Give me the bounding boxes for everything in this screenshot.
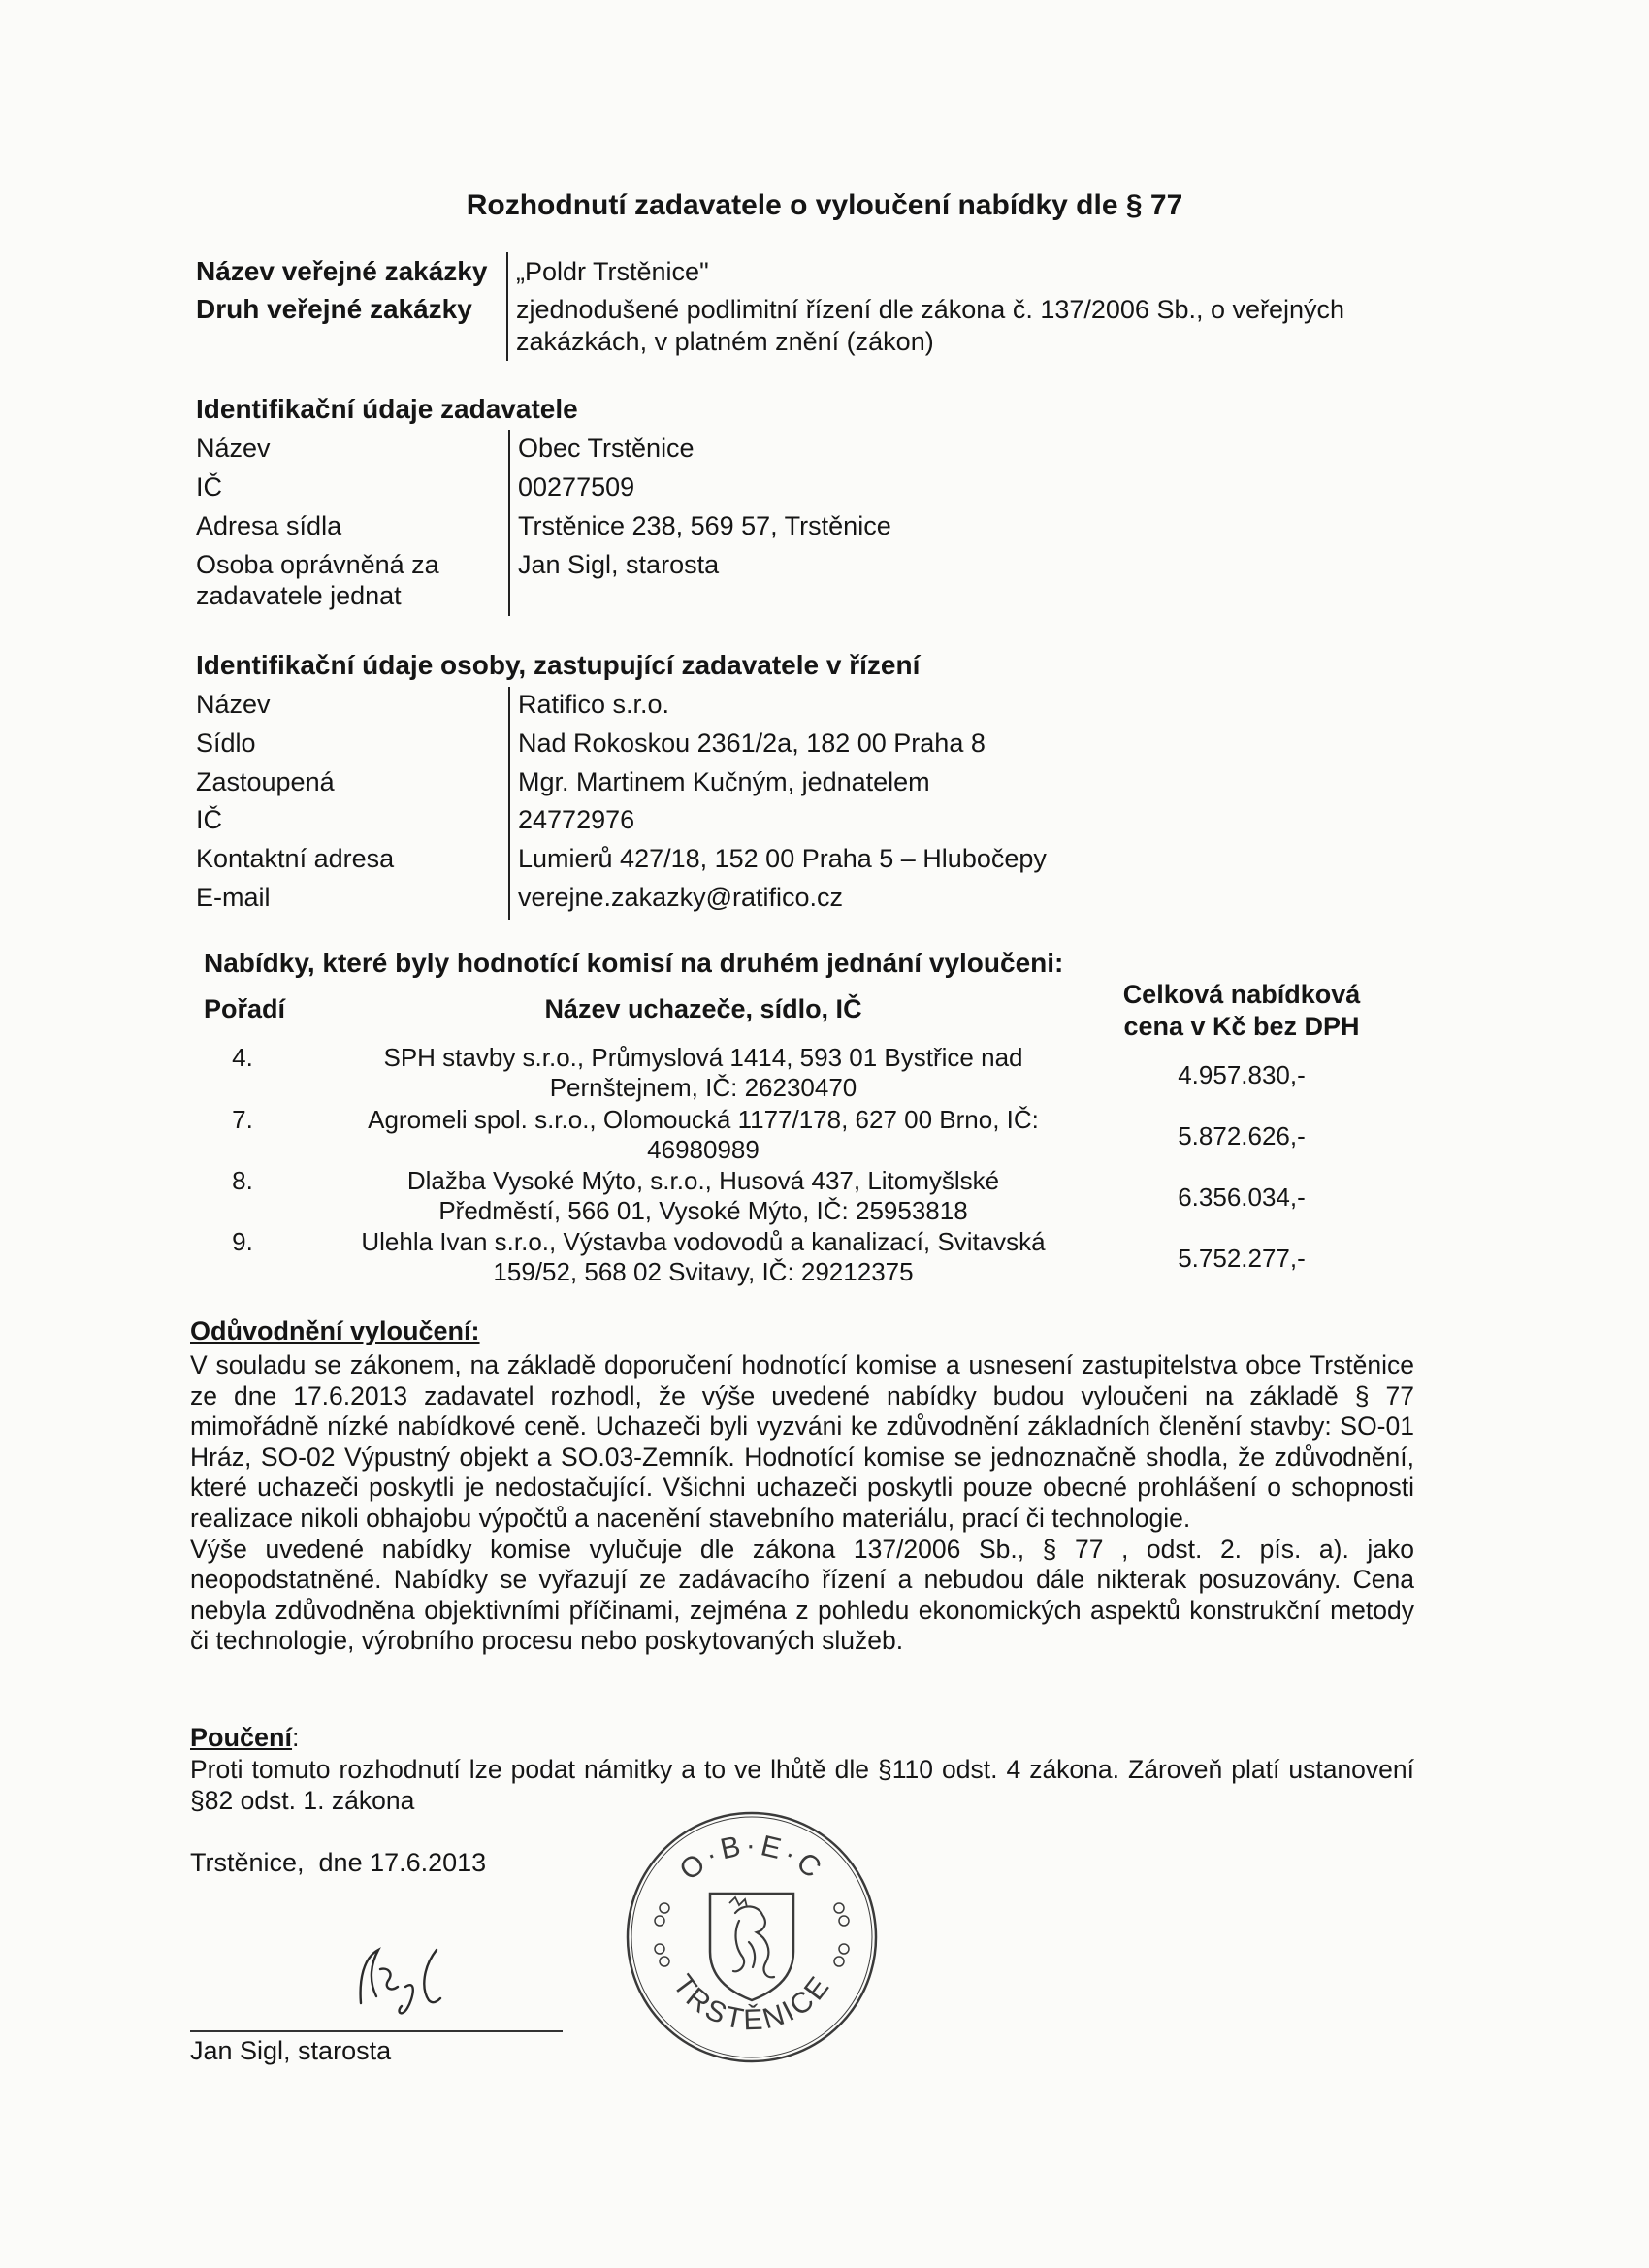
section-heading-representative: Identifikační údaje osoby, zastupující zadavatele v řízení bbox=[196, 650, 921, 680]
column-header-bidder: Název uchazeče, sídlo, IČ bbox=[544, 994, 862, 1023]
instruction-heading: Poučení bbox=[190, 1723, 293, 1752]
divider bbox=[508, 687, 510, 920]
stamp-bottom-text: TRSTĚNICE bbox=[666, 1968, 838, 2037]
table-row-bidder-line2: 46980989 bbox=[647, 1135, 760, 1164]
divider bbox=[508, 430, 510, 616]
signature-handwritten bbox=[320, 1911, 514, 2027]
round-stamp bbox=[621, 1806, 883, 2068]
column-header-price-line1: Celková nabídková bbox=[1122, 980, 1361, 1009]
authority-label: IČ bbox=[196, 472, 222, 502]
table-row-bidder-line1: SPH stavby s.r.o., Průmyslová 1414, 593 01 Bystřice nad bbox=[383, 1043, 1023, 1072]
column-header-order: Pořadí bbox=[204, 994, 286, 1023]
justification-paragraph: Výše uvedené nabídky komise vylučuje dle zákona 137/2006 Sb., § 77 , odst. 2. pís. a). jako neopodstatněné. Nabídky se vyřazují ze zadávacího řízení a nebudou dále nikterak posuzovány. Cena nebyla zdůvodněna objektivními příčinami, zejména z pohledu ekonomických aspektů konstrukční metody či technologie, výrobního procesu nebo poskytovaných služeb. bbox=[190, 1534, 1414, 1656]
contract-name-value: „Poldr Trstěnice" bbox=[516, 257, 709, 286]
coat-of-arms-lion-icon bbox=[710, 1894, 793, 2000]
representative-label: Zastoupená bbox=[196, 767, 335, 796]
authority-value: Obec Trstěnice bbox=[518, 434, 695, 463]
contract-type-value-line2: zakázkách, v platném znění (zákon) bbox=[516, 327, 934, 356]
place-date: Trstěnice, dne 17.6.2013 bbox=[190, 1848, 487, 1877]
authority-label: Osoba oprávněná za bbox=[196, 550, 439, 579]
justification-paragraph: V souladu se zákonem, na základě doporučení hodnotící komise a usnesení zastupitelstva obce Trstěnice ze dne 17.6.2013 zadavatel rozhodl, že výše uvedené nabídky budou vyloučeni na základě § 77 mimořádně nízké nabídkové ceně. Uchazeči byli vyzváni ke zdůvodnění základních členění stavby: SO-01 Hráz, SO-02 Výpustný objekt a SO.03-Zemník. Hodnotící komise se jednoznačně shodla, že zdůvodnění, které uchazeči poskytli je nedostačující. Všichni uchazeči poskytli pouze obecné prohlášení o schopnosti realizace nikoli obhajobu výpočtů a nacenění stavebního materiálu, prací či technologie. bbox=[190, 1350, 1414, 1533]
table-row-bidder-line1: Agromeli spol. s.r.o., Olomoucká 1177/178, 627 00 Brno, IČ: bbox=[368, 1105, 1039, 1134]
signature-line bbox=[190, 2030, 563, 2032]
divider bbox=[506, 252, 508, 361]
representative-value: verejne.zakazky@ratifico.cz bbox=[518, 883, 844, 912]
representative-value: Lumierů 427/18, 152 00 Praha 5 – Hlubočepy bbox=[518, 844, 1047, 873]
table-row-bidder-line2: Předměstí, 566 01, Vysoké Mýto, IČ: 25953818 bbox=[438, 1196, 968, 1225]
table-row-bidder-line2: Pernštejnem, IČ: 26230470 bbox=[549, 1073, 857, 1102]
authority-value: Trstěnice 238, 569 57, Trstěnice bbox=[518, 511, 891, 540]
instruction-heading-colon: : bbox=[292, 1723, 300, 1752]
representative-label: E-mail bbox=[196, 883, 271, 912]
justification-heading: Odůvodnění vyloučení: bbox=[190, 1316, 480, 1345]
authority-label-continuation: zadavatele jednat bbox=[196, 581, 402, 610]
signatory-name: Jan Sigl, starosta bbox=[190, 2036, 392, 2065]
representative-label: Název bbox=[196, 690, 271, 719]
representative-value: Ratifico s.r.o. bbox=[518, 690, 670, 719]
authority-value: 00277509 bbox=[518, 472, 635, 502]
page-title: Rozhodnutí zadavatele o vyloučení nabídky dle § 77 bbox=[466, 189, 1183, 221]
instruction-heading-wrap bbox=[190, 1723, 300, 1753]
representative-value: Nad Rokoskou 2361/2a, 182 00 Praha 8 bbox=[518, 729, 986, 758]
table-row-order: 4. bbox=[232, 1043, 253, 1072]
table-row-price: 5.752.277,- bbox=[1178, 1244, 1306, 1273]
svg-text:TRSTĚNICE bbox=[666, 1969, 837, 2037]
svg-text:O·B·E·C bbox=[673, 1830, 829, 1887]
table-row-bidder-line1: Ulehla Ivan s.r.o., Výstavba vodovodů a kanalizací, Svitavská bbox=[361, 1227, 1046, 1256]
table-row-bidder-line2: 159/52, 568 02 Svitavy, IČ: 29212375 bbox=[493, 1257, 914, 1286]
table-row-order: 7. bbox=[232, 1105, 253, 1134]
table-row-price: 6.356.034,- bbox=[1178, 1183, 1306, 1212]
table-row-price: 5.872.626,- bbox=[1178, 1121, 1306, 1150]
representative-value: 24772976 bbox=[518, 805, 635, 834]
representative-label: Kontaktní adresa bbox=[196, 844, 395, 873]
section-heading-authority: Identifikační údaje zadavatele bbox=[196, 394, 578, 424]
justification-text bbox=[190, 1350, 1414, 1657]
instruction-text: Proti tomuto rozhodnutí lze podat námitky a to ve lhůtě dle §110 odst. 4 zákona. Zároveň platí ustanovení §82 odst. 1. zákona bbox=[190, 1755, 1414, 1815]
stamp-top-text: O·B·E·C bbox=[673, 1829, 830, 1888]
representative-value: Mgr. Martinem Kučným, jednatelem bbox=[518, 767, 930, 796]
column-header-price-line2: cena v Kč bez DPH bbox=[1123, 1012, 1360, 1041]
authority-label: Název bbox=[196, 434, 271, 463]
representative-label: Sídlo bbox=[196, 729, 256, 758]
table-row-bidder-line1: Dlažba Vysoké Mýto, s.r.o., Husová 437, Litomyšlské bbox=[406, 1166, 1000, 1195]
contract-type-label: Druh veřejné zakázky bbox=[196, 294, 472, 324]
table-row-order: 8. bbox=[232, 1166, 253, 1195]
contract-name-label: Název veřejné zakázky bbox=[196, 256, 488, 286]
authority-value: Jan Sigl, starosta bbox=[518, 550, 720, 579]
table-row-order: 9. bbox=[232, 1227, 253, 1256]
table-row-price: 4.957.830,- bbox=[1178, 1060, 1306, 1089]
contract-type-value-line1: zjednodušené podlimitní řízení dle zákona č. 137/2006 Sb., o veřejných bbox=[516, 295, 1345, 324]
representative-label: IČ bbox=[196, 805, 222, 834]
authority-label: Adresa sídla bbox=[196, 511, 342, 540]
section-heading-excluded: Nabídky, které byly hodnotící komisí na druhém jednání vyloučeni: bbox=[204, 948, 1064, 978]
